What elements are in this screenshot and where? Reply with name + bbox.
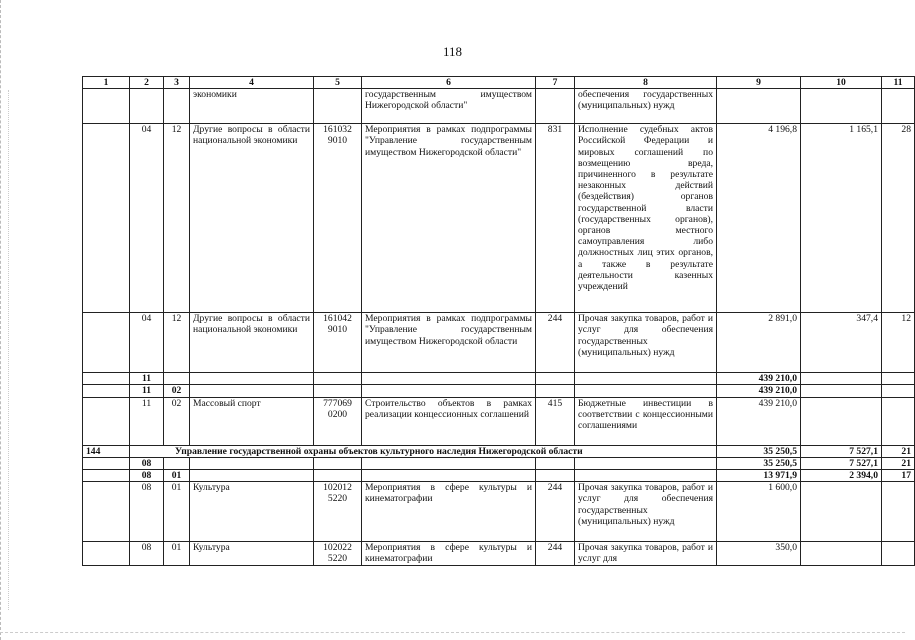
column-header: 2 [130,77,164,89]
scan-edge-mark [8,90,10,610]
amount-planned: 439 210,0 [717,373,801,385]
section-name: экономики [190,89,314,124]
percent: 21 [882,445,915,457]
target-code: 161032 9010 [314,124,362,313]
column-header: 7 [536,77,575,89]
program-name: Мероприятия в рамках подпрограммы "Управление государственным имуществом Нижегородской области [362,313,536,373]
target-code: 161042 9010 [314,313,362,373]
amount-planned: 439 210,0 [717,385,801,397]
amount-planned: 35 250,5 [717,457,801,469]
subtotal-row [83,373,915,385]
section-name: Культура [190,482,314,542]
program-name: Строительство объектов в рамках реализации концессионных соглашений [362,397,536,445]
expense-type: Прочая закупка товаров, работ и услуг для обеспечения государственных (муниципальных) нужд [575,313,717,373]
subtotal-row [83,457,915,469]
target-code: 102022 5220 [314,542,362,566]
amount-planned: 1 600,0 [717,482,801,542]
section-code: 08 [130,482,164,542]
section-code: 04 [130,313,164,373]
column-header: 9 [717,77,801,89]
amount-executed: 1 165,1 [801,124,882,313]
section-code: 11 [130,385,164,397]
scan-bottom-mark [0,632,905,633]
amount-planned: 35 250,5 [717,445,801,457]
budget-table [82,76,915,566]
amount-planned: 4 196,8 [717,124,801,313]
table-row [83,542,915,566]
column-header: 6 [362,77,536,89]
section-code: 04 [130,124,164,313]
column-header: 8 [575,77,717,89]
column-header: 3 [164,77,190,89]
section-code: 08 [130,457,164,469]
department-name: Управление государственной охраны объектов культурного наследия Нижегородской области [130,445,717,457]
expense-code: 244 [536,482,575,542]
target-code: 102012 5220 [314,482,362,542]
program-name: Мероприятия в сфере культуры и кинематографии [362,482,536,542]
program-name: Мероприятия в рамках подпрограммы "Управление государственным имуществом Нижегородской области" [362,124,536,313]
section-name: Массовый спорт [190,397,314,445]
section-code: 08 [130,542,164,566]
section-code: 11 [130,373,164,385]
amount-executed: 7 527,1 [801,445,882,457]
section-name: Другие вопросы в области национальной экономики [190,124,314,313]
table-row [83,482,915,542]
scan-edge-mark [0,0,3,640]
column-header: 5 [314,77,362,89]
amount-executed: 347,4 [801,313,882,373]
section-name: Другие вопросы в области национальной экономики [190,313,314,373]
column-header: 10 [801,77,882,89]
amount-planned: 2 891,0 [717,313,801,373]
department-code: 144 [83,445,130,457]
percent: 21 [882,457,915,469]
program-name: государственным имуществом Нижегородской области" [362,89,536,124]
subsection-code: 01 [164,542,190,566]
column-header-row [83,77,915,89]
percent: 12 [882,313,915,373]
expense-code: 831 [536,124,575,313]
percent: 17 [882,470,915,482]
subtotal-row [83,385,915,397]
expense-code: 244 [536,542,575,566]
subsection-code: 01 [164,482,190,542]
subsection-code: 02 [164,397,190,445]
department-total-row [83,445,915,457]
program-name: Мероприятия в сфере культуры и кинематографии [362,542,536,566]
page-number: 118 [442,44,463,59]
subsection-code: 01 [164,470,190,482]
amount-executed: 2 394,0 [801,470,882,482]
table-row [83,89,915,124]
table-row [83,124,915,313]
section-code: 08 [130,470,164,482]
expense-code: 415 [536,397,575,445]
table-row [83,313,915,373]
expense-type: обеспечения государственных (муниципальных) нужд [575,89,717,124]
expense-type: Прочая закупка товаров, работ и услуг для обеспечения государственных (муниципальных) нужд [575,482,717,542]
target-code: 777069 0200 [314,397,362,445]
amount-planned: 350,0 [717,542,801,566]
percent: 28 [882,124,915,313]
section-name: Культура [190,542,314,566]
table-row [83,397,915,445]
amount-planned: 439 210,0 [717,397,801,445]
section-code: 11 [130,397,164,445]
amount-executed: 7 527,1 [801,457,882,469]
subtotal-row [83,470,915,482]
subsection-code: 02 [164,385,190,397]
column-header: 11 [882,77,915,89]
subsection-code: 12 [164,313,190,373]
subsection-code: 12 [164,124,190,313]
expense-type: Исполнение судебных актов Российской Федерации и мировых соглашений по возмещению вреда, причиненного в результате незаконных действий (бездействия) органов государственной власти (государственных органов), органов местного самоуправления либо должностных лиц этих органов, а также в результате деятельности казенных учреждений [575,124,717,313]
amount-planned: 13 971,9 [717,470,801,482]
expense-code: 244 [536,313,575,373]
column-header: 1 [83,77,130,89]
expense-type: Бюджетные инвестиции в соответствии с концессионными соглашениями [575,397,717,445]
expense-type: Прочая закупка товаров, работ и услуг для [575,542,717,566]
column-header: 4 [190,77,314,89]
